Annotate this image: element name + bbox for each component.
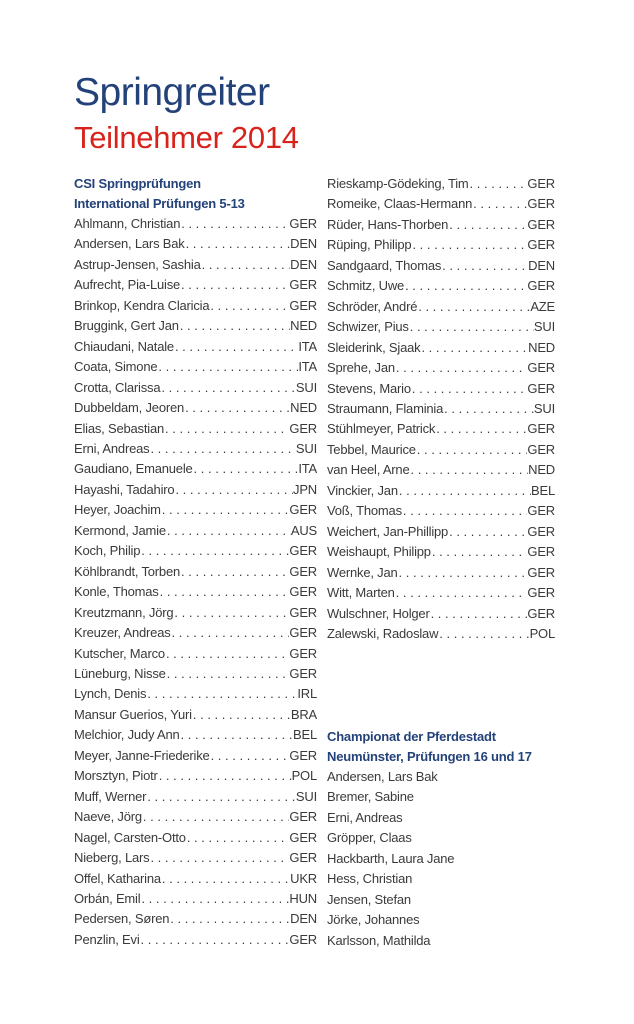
rider-row xyxy=(74,582,317,602)
rider-name: Kutscher, Marco xyxy=(74,645,165,661)
rider-name: Stevens, Mario xyxy=(327,380,411,396)
rider-name: Romeike, Claas-Hermann xyxy=(327,196,473,212)
rider-name: Pedersen, Søren xyxy=(74,911,170,927)
dot-leader xyxy=(441,256,528,276)
rider-name: Naeve, Jörg xyxy=(74,809,142,825)
rider-row xyxy=(327,317,555,337)
rider-row xyxy=(74,766,317,786)
rider-name: Witt, Marten xyxy=(327,585,395,601)
rider-nation: GER xyxy=(527,544,555,560)
rider-row xyxy=(74,378,317,398)
rider-nation: GER xyxy=(289,829,317,845)
rider-nation: ITA xyxy=(298,338,317,354)
rider-nation: GER xyxy=(289,809,317,825)
rider-row xyxy=(74,787,317,807)
championat-rider-name: Andersen, Lars Bak xyxy=(327,769,438,784)
rider-row xyxy=(327,276,555,296)
rider-nation: GER xyxy=(527,585,555,601)
rider-row xyxy=(74,684,317,704)
rider-nation: GER xyxy=(289,665,317,681)
dot-leader xyxy=(149,439,295,459)
rider-nation: SUI xyxy=(533,400,555,416)
dot-leader xyxy=(185,234,291,254)
dot-leader xyxy=(166,521,291,541)
rider-name: Wernke, Jan xyxy=(327,564,398,580)
dot-leader xyxy=(411,235,527,255)
rider-name: Penzlin, Evi xyxy=(74,931,140,947)
dot-leader xyxy=(443,399,534,419)
rider-name: Weichert, Jan-Phillipp xyxy=(327,523,449,539)
rider-nation: GER xyxy=(527,503,555,519)
rider-name: Kreutzmann, Jörg xyxy=(74,604,174,620)
page-subtitle: Teilnehmer 2014 xyxy=(74,120,299,155)
dot-leader xyxy=(186,828,290,848)
rider-row xyxy=(74,705,317,725)
rider-nation: GER xyxy=(289,850,317,866)
rider-name: Kermond, Jamie xyxy=(74,522,166,538)
dot-leader xyxy=(430,604,528,624)
rider-nation: DEN xyxy=(290,911,317,927)
page-title: Springreiter xyxy=(74,71,270,114)
rider-nation: SUI xyxy=(533,319,555,335)
rider-name: Tebbel, Maurice xyxy=(327,441,416,457)
rider-nation: GER xyxy=(289,931,317,947)
dot-leader xyxy=(140,889,289,909)
championat-rider-name: Gröpper, Claas xyxy=(327,830,412,846)
rider-nation: AUS xyxy=(290,522,317,538)
dot-leader xyxy=(146,684,297,704)
rider-row xyxy=(327,256,555,276)
rider-nation: GER xyxy=(527,441,555,457)
rider-name: Lüneburg, Nisse xyxy=(74,665,166,681)
rider-name: Sprehe, Jan xyxy=(327,360,395,376)
rider-name: Sleiderink, Sjaak xyxy=(327,339,421,355)
rider-name: Voß, Thomas xyxy=(327,503,402,519)
rider-nation: GER xyxy=(527,523,555,539)
rider-nation: GER xyxy=(527,196,555,212)
dot-leader xyxy=(201,255,291,275)
rider-row xyxy=(74,725,317,745)
rider-nation: GER xyxy=(289,216,317,231)
rider-nation: DEN xyxy=(290,236,317,252)
dot-leader xyxy=(395,358,528,378)
dot-leader xyxy=(469,174,528,194)
dot-leader xyxy=(180,725,293,745)
rider-row xyxy=(74,337,317,357)
rider-nation: BEL xyxy=(531,482,555,498)
rider-nation: BEL xyxy=(293,727,317,743)
dot-leader xyxy=(184,398,290,418)
dot-leader xyxy=(180,562,289,582)
dot-leader xyxy=(398,563,528,583)
championat-heading-line1: Championat der Pferdestadt xyxy=(327,729,496,744)
dot-leader xyxy=(160,378,296,398)
dot-leader xyxy=(171,623,290,643)
rider-name: Rüder, Hans-Thorben xyxy=(327,216,449,232)
rider-name: Straumann, Flaminia xyxy=(327,400,444,416)
rider-row xyxy=(74,664,317,684)
rider-nation: GER xyxy=(289,563,317,579)
rider-row xyxy=(327,460,555,480)
rider-row xyxy=(327,583,555,603)
dot-leader xyxy=(146,787,296,807)
dot-leader xyxy=(157,357,298,377)
rider-row xyxy=(74,459,317,479)
csi-list-right xyxy=(327,174,555,644)
rider-nation: NED xyxy=(528,462,555,478)
rider-nation: GER xyxy=(527,421,555,437)
rider-row xyxy=(327,235,555,255)
rider-name: Kreuzer, Andreas xyxy=(74,625,171,641)
dot-leader xyxy=(395,583,528,603)
rider-nation: BRA xyxy=(290,706,317,722)
championat-rider-name: Karlsson, Mathilda xyxy=(327,932,431,948)
rider-row xyxy=(74,357,317,377)
rider-row xyxy=(74,562,317,582)
rider-row xyxy=(74,255,317,275)
dot-leader xyxy=(179,316,290,336)
rider-name: Nieberg, Lars xyxy=(74,850,150,866)
rider-row xyxy=(74,500,317,520)
rider-name: Köhlbrandt, Torben xyxy=(74,563,181,579)
rider-nation: GER xyxy=(527,564,555,580)
rider-nation: SUI xyxy=(295,440,317,456)
rider-nation: DEN xyxy=(290,256,317,272)
rider-row xyxy=(327,542,555,562)
rider-row xyxy=(74,828,317,848)
rider-name: Coata, Simone xyxy=(74,359,158,375)
rider-name: Wulschner, Holger xyxy=(327,605,430,621)
rider-row xyxy=(327,297,555,317)
rider-row xyxy=(74,909,317,929)
rider-name: Offel, Katharina xyxy=(74,870,161,886)
dot-leader xyxy=(417,297,530,317)
rider-name: Konle, Thomas xyxy=(74,584,159,600)
csi-left-rows xyxy=(74,214,317,950)
rider-name: Brinkop, Kendra Claricia xyxy=(74,297,210,313)
rider-row xyxy=(74,398,317,418)
dot-leader xyxy=(166,664,290,684)
rider-name: Chiaudani, Natale xyxy=(74,338,174,354)
dot-leader xyxy=(209,296,289,316)
rider-name: Vinckier, Jan xyxy=(327,482,398,498)
rider-name: Meyer, Janne-Friederike xyxy=(74,747,210,763)
rider-name: Astrup-Jensen, Sashia xyxy=(74,256,201,272)
rider-name: Muff, Werner xyxy=(74,788,147,804)
dot-leader xyxy=(402,501,528,521)
rider-row xyxy=(74,644,317,664)
dot-leader xyxy=(409,460,528,480)
rider-row xyxy=(327,338,555,358)
rider-name: Koch, Philip xyxy=(74,543,141,559)
rider-nation: GER xyxy=(289,543,317,559)
championat-heading-line2: Neumünster, Prüfungen 16 und 17 xyxy=(327,749,532,764)
rider-name: Andersen, Lars Bak xyxy=(74,236,185,252)
dot-leader xyxy=(158,766,292,786)
rider-nation: NED xyxy=(528,339,555,355)
rider-row xyxy=(74,930,317,950)
rider-row xyxy=(74,480,317,500)
rider-nation: GER xyxy=(289,420,317,436)
rider-nation: ITA xyxy=(298,359,317,375)
dot-leader xyxy=(173,603,289,623)
rider-nation: GER xyxy=(289,645,317,661)
rider-row xyxy=(74,848,317,868)
rider-nation: POL xyxy=(291,768,317,784)
rider-name: Schröder, André xyxy=(327,298,418,314)
dot-leader xyxy=(411,379,528,399)
rider-row xyxy=(327,419,555,439)
csi-heading-line2: International Prüfungen 5-13 xyxy=(74,196,245,211)
rider-name: Lynch, Denis xyxy=(74,686,147,702)
dot-leader xyxy=(435,419,527,439)
dot-leader xyxy=(149,848,289,868)
rider-row xyxy=(327,358,555,378)
rider-row xyxy=(74,419,317,439)
rider-nation: GER xyxy=(527,176,555,191)
rider-nation: GER xyxy=(527,278,555,294)
rider-name: Gaudiano, Emanuele xyxy=(74,461,193,477)
rider-name: Bruggink, Gert Jan xyxy=(74,318,179,334)
championat-rider-name: Jensen, Stefan xyxy=(327,891,411,907)
rider-name: Schwizer, Pius xyxy=(327,319,409,335)
championat-rider-name: Jörke, Johannes xyxy=(327,912,420,928)
dot-leader xyxy=(193,459,299,479)
rider-name: Nagel, Carsten-Otto xyxy=(74,829,186,845)
rider-row xyxy=(327,194,555,214)
dot-leader xyxy=(398,481,531,501)
rider-name: Rieskamp-Gödeking, Tim xyxy=(327,176,469,191)
rider-nation: GER xyxy=(289,277,317,293)
rider-name: Weishaupt, Philipp xyxy=(327,544,431,560)
dot-leader xyxy=(472,194,527,214)
rider-nation: GER xyxy=(289,502,317,518)
dot-leader xyxy=(169,909,290,929)
rider-row xyxy=(74,439,317,459)
rider-nation: NED xyxy=(290,318,317,334)
rider-nation: SUI xyxy=(295,788,317,804)
dot-leader xyxy=(409,317,534,337)
dot-leader xyxy=(192,705,291,725)
rider-nation: GER xyxy=(527,237,555,253)
rider-name: Erni, Andreas xyxy=(74,440,150,456)
dot-leader xyxy=(438,624,529,644)
csi-heading-line1: CSI Springprüfungen xyxy=(74,176,201,191)
rider-row xyxy=(327,379,555,399)
championat-section xyxy=(327,727,587,951)
championat-rider-name: Erni, Andreas xyxy=(327,809,403,825)
rider-name: Crotta, Clarissa xyxy=(74,379,161,395)
rider-nation: POL xyxy=(529,625,555,641)
rider-name: Stühlmeyer, Patrick xyxy=(327,421,436,437)
rider-row xyxy=(74,234,317,254)
rider-nation: HUN xyxy=(289,890,317,906)
rider-name: Zalewski, Radoslaw xyxy=(327,625,439,641)
rider-row xyxy=(327,522,555,542)
dot-leader xyxy=(180,275,289,295)
rider-name: Heyer, Joachim xyxy=(74,502,161,518)
rider-row xyxy=(327,604,555,624)
dot-leader xyxy=(159,582,290,602)
rider-row xyxy=(74,275,317,295)
dot-leader xyxy=(448,215,527,235)
rider-row xyxy=(74,603,317,623)
rider-row xyxy=(327,624,555,644)
rider-row xyxy=(327,174,555,194)
rider-nation: AZE xyxy=(530,298,555,314)
dot-leader xyxy=(180,214,289,234)
rider-name: Aufrecht, Pia-Luise xyxy=(74,277,181,293)
rider-row xyxy=(74,541,317,561)
dot-leader xyxy=(142,807,290,827)
rider-nation: UKR xyxy=(290,870,317,886)
rider-nation: JPN xyxy=(293,481,317,497)
rider-name: Schmitz, Uwe xyxy=(327,278,405,294)
rider-name: Elias, Sebastian xyxy=(74,420,165,436)
rider-name: Melchior, Judy Ann xyxy=(74,727,180,743)
rider-row xyxy=(74,623,317,643)
rider-name: Orbán, Emil xyxy=(74,890,141,906)
rider-nation: GER xyxy=(527,380,555,396)
dot-leader xyxy=(161,869,290,889)
rider-nation: IRL xyxy=(297,686,317,702)
dot-leader xyxy=(174,480,293,500)
championat-rows xyxy=(327,767,587,951)
rider-name: Sandgaard, Thomas xyxy=(327,257,442,273)
rider-nation: SUI xyxy=(295,379,317,395)
csi-list-left xyxy=(74,174,317,950)
rider-row xyxy=(74,521,317,541)
rider-row xyxy=(327,440,555,460)
rider-row xyxy=(74,889,317,909)
rider-nation: GER xyxy=(289,584,317,600)
rider-row xyxy=(327,563,555,583)
rider-name: Mansur Guerios, Yuri xyxy=(74,706,192,722)
rider-nation: GER xyxy=(289,604,317,620)
rider-name: Dubbeldam, Jeoren xyxy=(74,400,185,416)
rider-nation: GER xyxy=(289,625,317,641)
dot-leader xyxy=(420,338,528,358)
rider-row xyxy=(327,501,555,521)
rider-nation: GER xyxy=(289,747,317,763)
rider-nation: NED xyxy=(290,400,317,416)
rider-row xyxy=(74,807,317,827)
rider-nation: DEN xyxy=(528,257,555,273)
rider-row xyxy=(327,399,555,419)
rider-row xyxy=(74,296,317,316)
dot-leader xyxy=(174,337,298,357)
dot-leader xyxy=(416,440,528,460)
rider-nation: GER xyxy=(289,297,317,313)
rider-name: Rüping, Philipp xyxy=(327,237,412,253)
rider-nation: GER xyxy=(527,360,555,376)
dot-leader xyxy=(165,644,289,664)
rider-nation: GER xyxy=(527,605,555,621)
rider-name: van Heel, Arne xyxy=(327,462,410,478)
dot-leader xyxy=(140,541,289,561)
rider-nation: ITA xyxy=(298,461,317,477)
dot-leader xyxy=(431,542,528,562)
rider-row xyxy=(327,481,555,501)
rider-name: Morsztyn, Piotr xyxy=(74,768,158,784)
championat-rider-name: Bremer, Sabine xyxy=(327,789,414,805)
csi-right-rows xyxy=(327,174,555,644)
dot-leader xyxy=(404,276,527,296)
rider-row xyxy=(327,215,555,235)
championat-rider-name: Hess, Christian xyxy=(327,871,413,887)
dot-leader xyxy=(448,522,527,542)
rider-row xyxy=(74,869,317,889)
rider-row xyxy=(74,214,317,234)
rider-name: Hayashi, Tadahiro xyxy=(74,481,175,497)
rider-name: Ahlmann, Christian xyxy=(74,216,181,231)
championat-rider-name: Hackbarth, Laura Jane xyxy=(327,850,455,866)
dot-leader xyxy=(164,419,289,439)
dot-leader xyxy=(140,930,290,950)
rider-row xyxy=(74,746,317,766)
rider-row xyxy=(74,316,317,336)
dot-leader xyxy=(161,500,290,520)
dot-leader xyxy=(210,746,290,766)
rider-nation: GER xyxy=(527,216,555,232)
